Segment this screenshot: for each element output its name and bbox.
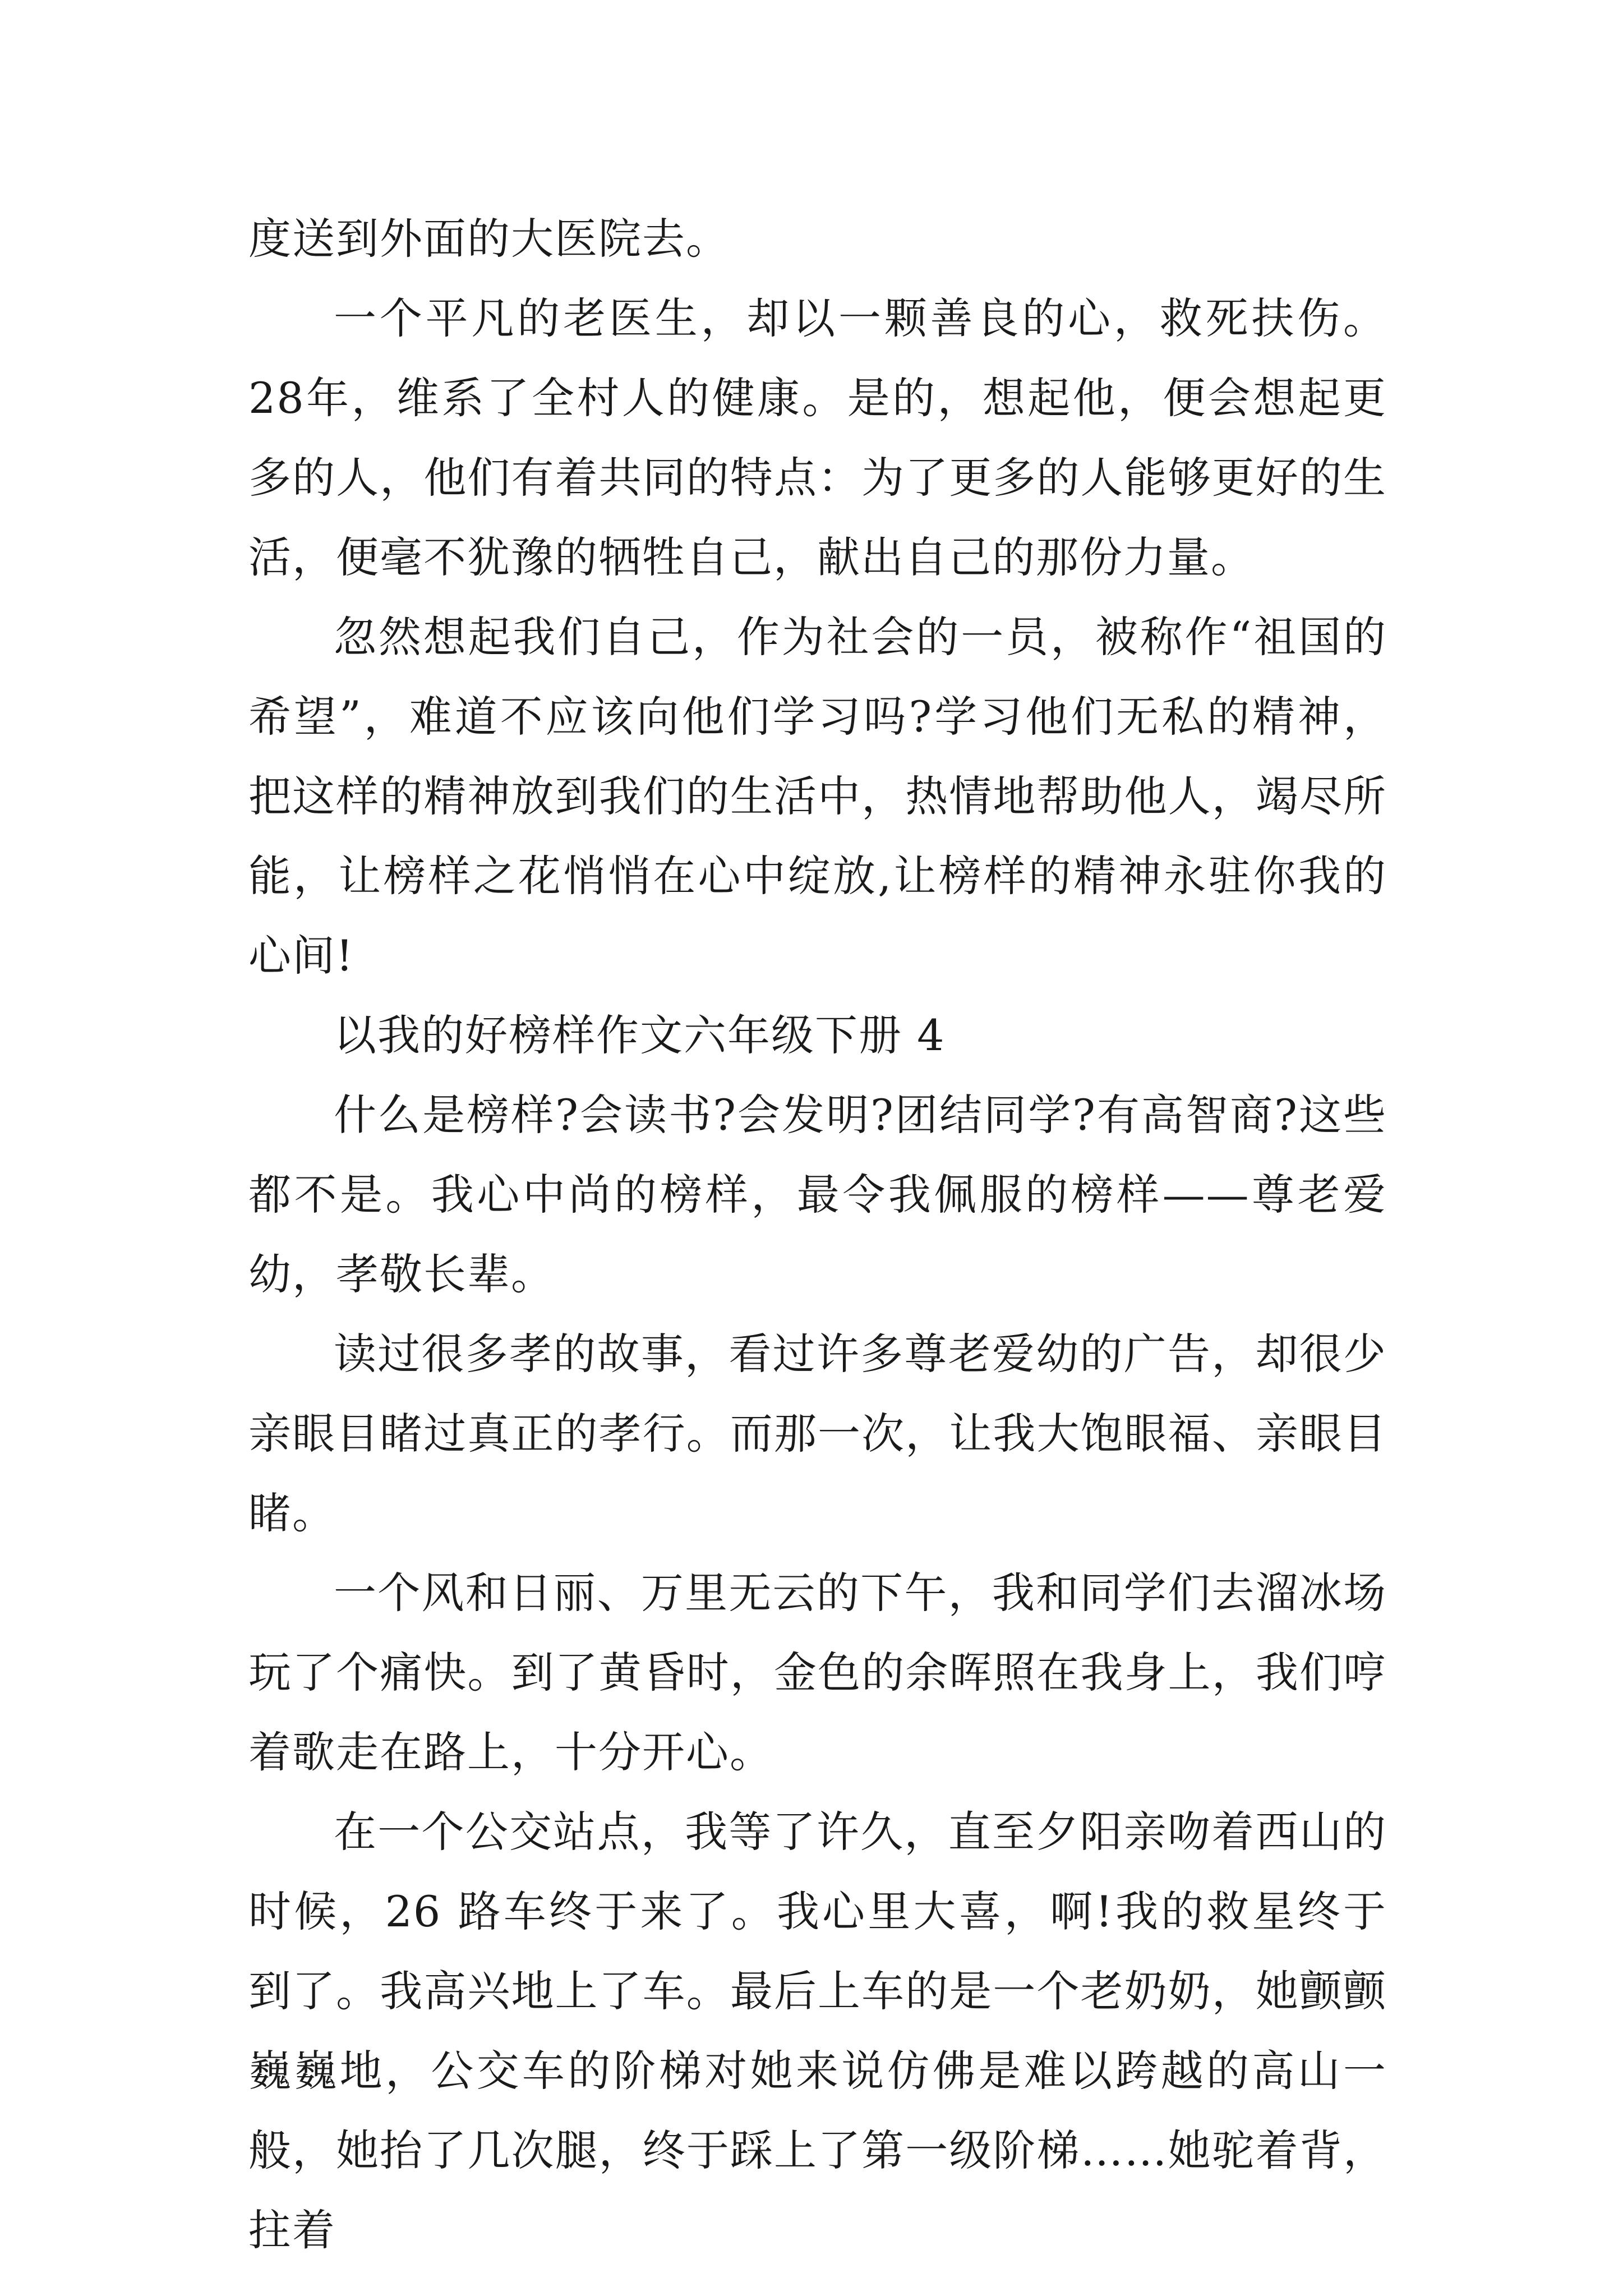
paragraph-continuation: 度送到外面的大医院去。 <box>248 214 730 264</box>
paragraph-old-doctor: 一个平凡的老医生，却以一颗善良的心，救死扶伤。28年，维系了全村人的健康。是的，想起他，便会想起更多的人，他们有着共同的特点：为了更多的人能够更好的生活，便毫不犹豫的牺牲自己，献出自己的那份力量。 <box>248 293 1387 582</box>
paragraph-bus-stop: 在一个公交站点，我等了许久，直至夕阳亲吻着西山的时候，26 路车终于来了。我心里大喜，啊!我的救星终于到了。我高兴地上了车。最后上车的是一个老奶奶，她颤颤巍巍地，公交车的阶梯对她来说仿佛是难以跨越的高山一般，她抬了几次腿，终于踩上了第一级阶梯……她驼着背，拄着 <box>248 1807 1387 2255</box>
paragraph-afternoon: 一个风和日丽、万里无云的下午，我和同学们去溜冰场玩了个痛快。到了黄昏时，金色的余晖照在我身上，我们哼着歌走在路上，十分开心。 <box>248 1568 1387 1777</box>
document-body <box>248 199 1387 2270</box>
section-heading: 以我的好榜样作文六年级下册 4 <box>334 1010 946 1060</box>
paragraph-ourselves: 忽然想起我们自己，作为社会的一员，被称作“祖国的希望”，难道不应该向他们学习吗?学习他们无私的精神，把这样的精神放到我们的生活中，热情地帮助他人，竭尽所能，让榜样之花悄悄在心中绽放,让榜样的精神永驻你我的心间! <box>248 612 1387 981</box>
paragraph-filial-stories: 读过很多孝的故事，看过许多尊老爱幼的广告，却很少亲眼目睹过真正的孝行。而那一次，让我大饱眼福、亲眼目睹。 <box>248 1329 1387 1538</box>
paragraph-what-is-role-model: 什么是榜样?会读书?会发明?团结同学?有高智商?这些都不是。我心中尚的榜样，最令我佩服的榜样——尊老爱幼，孝敬长辈。 <box>248 1090 1387 1299</box>
